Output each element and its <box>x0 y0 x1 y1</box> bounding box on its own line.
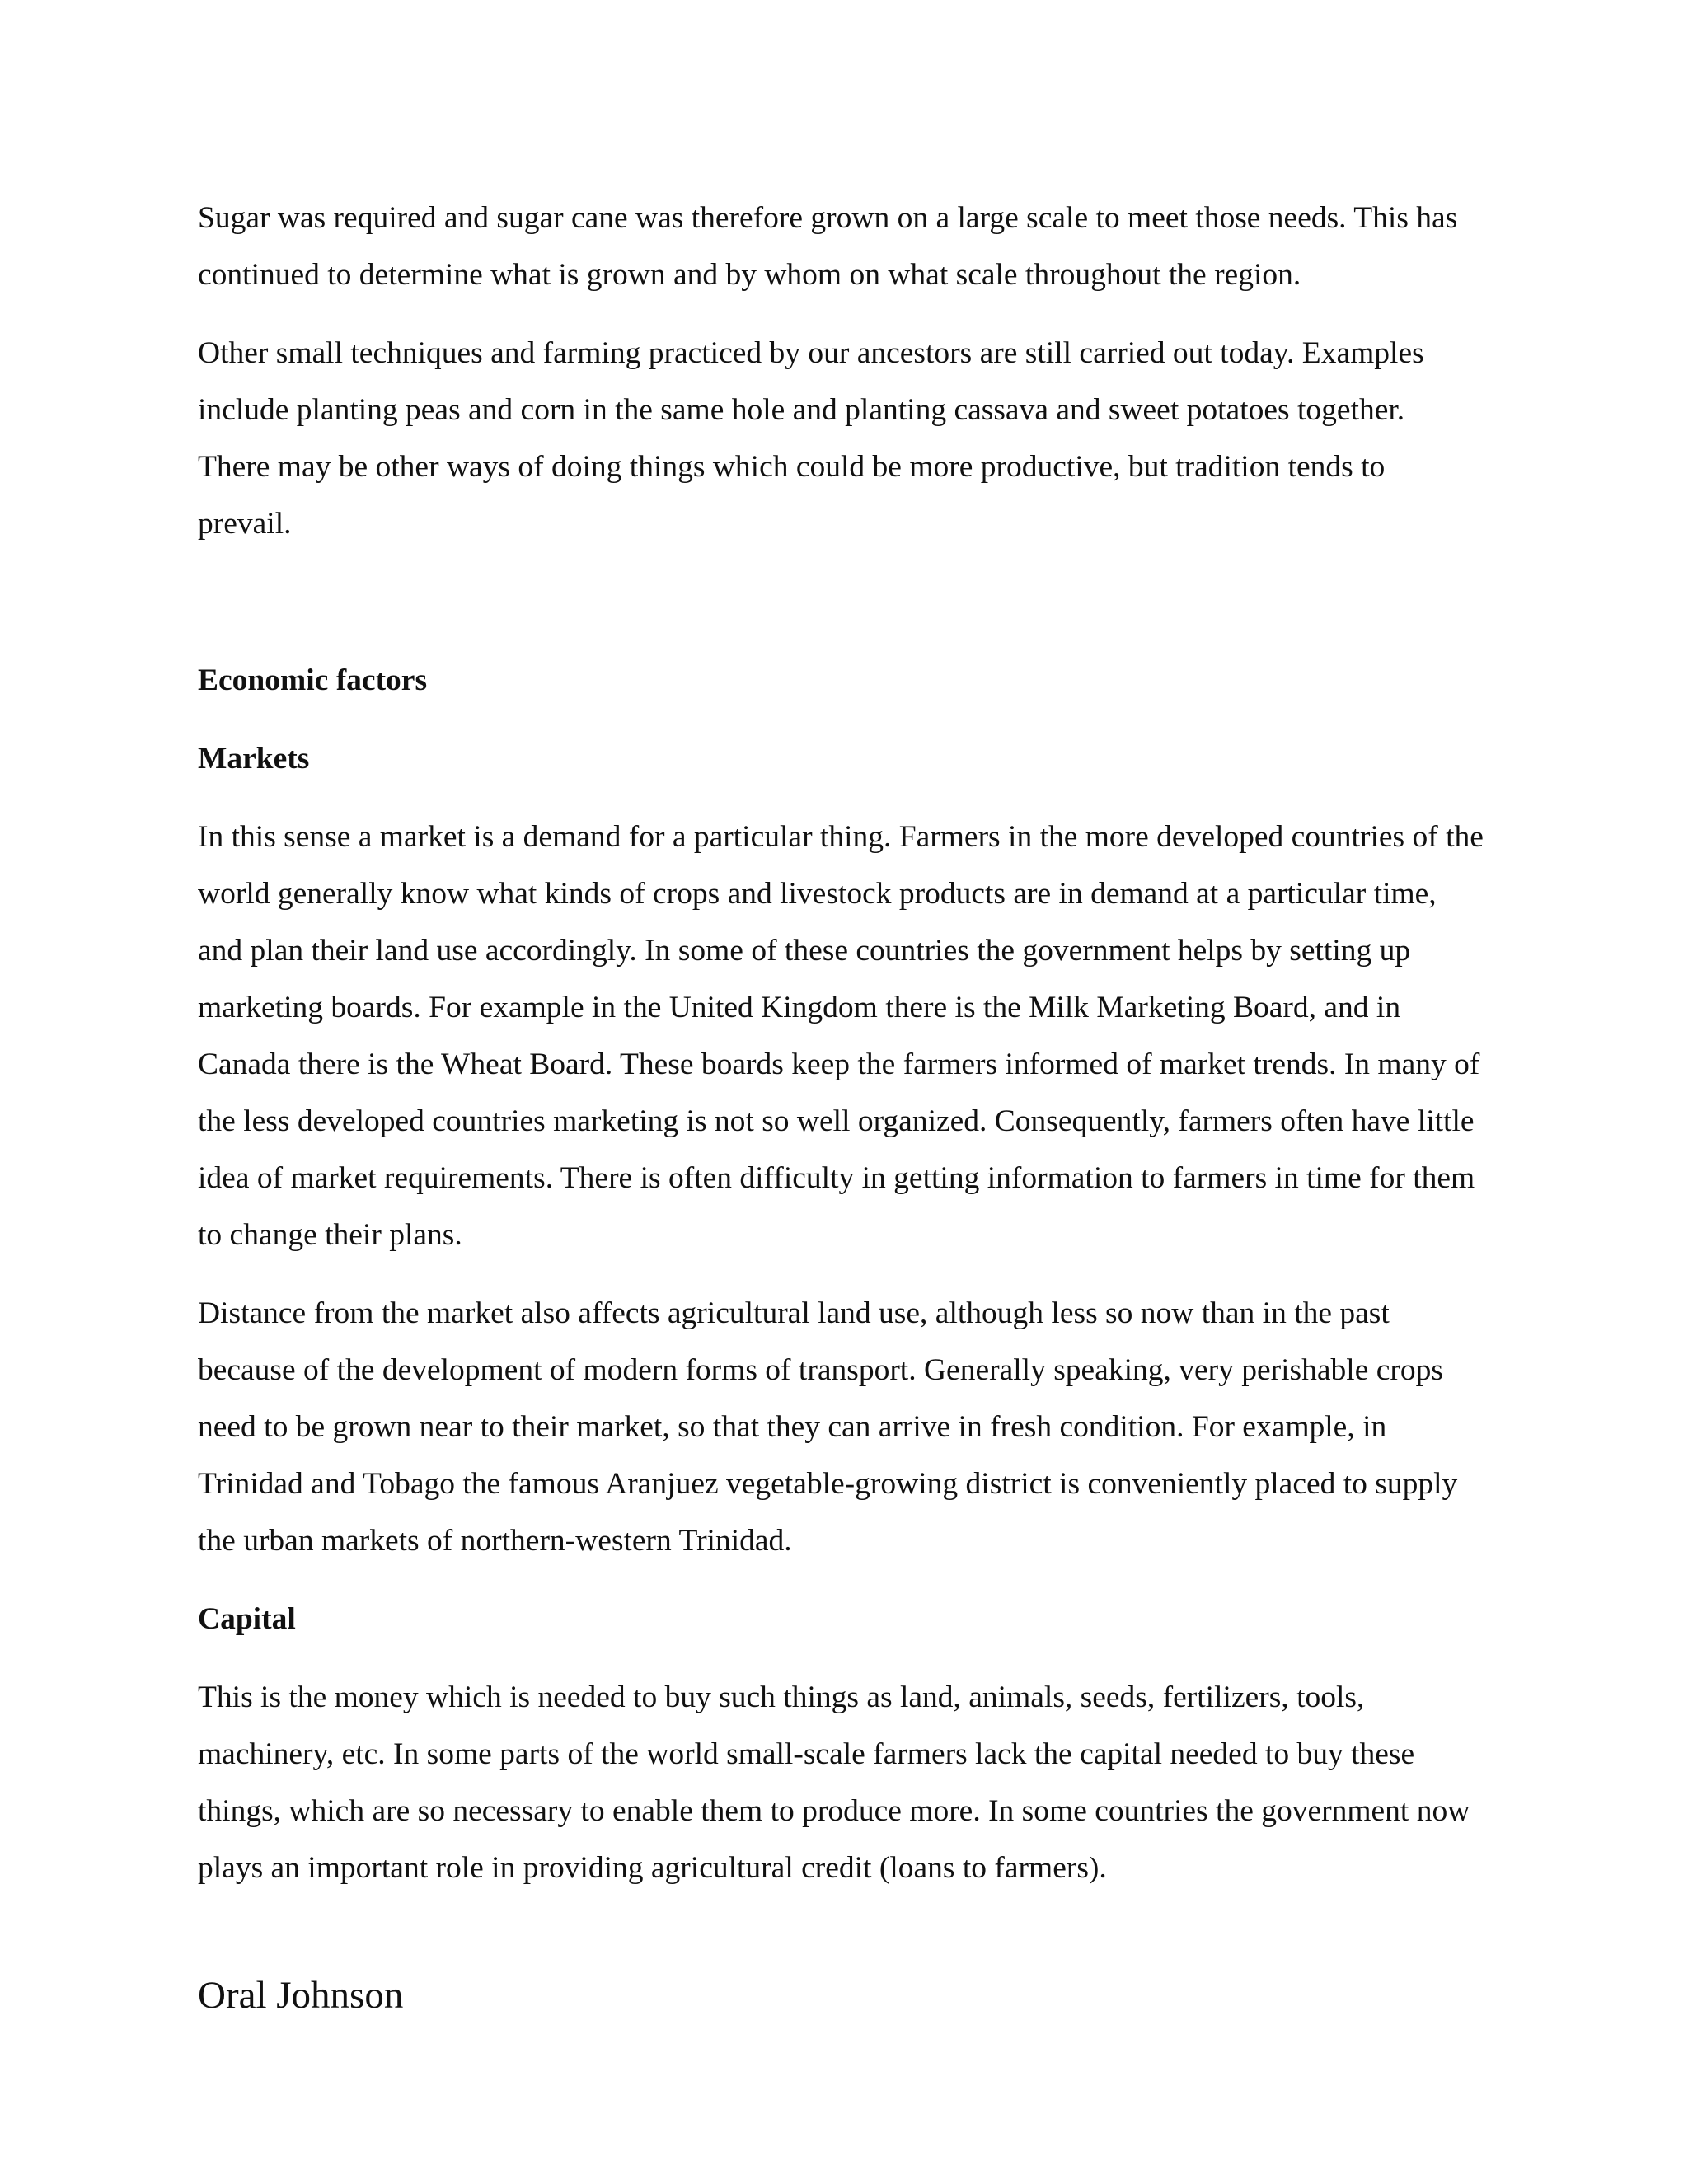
intro-paragraph-2: Other small techniques and farming practiced by our ancestors are still carried out today. Examples include planting peas and corn in the same hole and planting cassava and sweet potatoes together. There may be other ways of doing things which could be more productive, but tradition tends to prevail. <box>198 336 1424 541</box>
author-spacer <box>198 1918 1484 1967</box>
section-spacer <box>198 574 1484 652</box>
subheading-capital: Capital <box>198 1602 296 1636</box>
author-name: Oral Johnson <box>198 1974 404 2017</box>
intro-paragraph-1: Sugar was required and sugar cane was therefore grown on a large scale to meet those needs. This has continued to determine what is grown and by whom on what scale throughout the region. <box>198 201 1458 292</box>
section-heading-economic-factors: Economic factors <box>198 663 428 697</box>
document-body <box>198 190 1484 2046</box>
markets-paragraph-2: Distance from the market also affects agricultural land use, although less so now than in the past because of the development of modern forms of transport. Generally speaking, very perishable crops need to be grown near to their market, so that they can arrive in fresh condition. For example, in Trinidad and Tobago the famous Aranjuez vegetable-growing district is conveniently placed to supply the urban markets of northern-western Trinidad. <box>198 1296 1458 1558</box>
capital-paragraph-1: This is the money which is needed to buy such things as land, animals, seeds, fertilizers, tools, machinery, etc. In some parts of the world small-scale farmers lack the capital needed to buy these things, which are so necessary to enable them to produce more. In some countries the government now plays an important role in providing agricultural credit (loans to farmers). <box>198 1680 1470 1885</box>
subheading-markets: Markets <box>198 742 310 776</box>
markets-paragraph-1: In this sense a market is a demand for a particular thing. Farmers in the more developed countries of the world generally know what kinds of crops and livestock products are in demand at a particular time, and plan their land use accordingly. In some of these countries the government helps by setting up marketing boards. For example in the United Kingdom there is the Milk Marketing Board, and in Canada there is the Wheat Board. These boards keep the farmers informed of market trends. In many of the less developed countries marketing is not so well organized. Consequently, farmers often have little idea of market requirements. There is often difficulty in getting information to farmers in time for them to change their plans. <box>198 820 1484 1252</box>
